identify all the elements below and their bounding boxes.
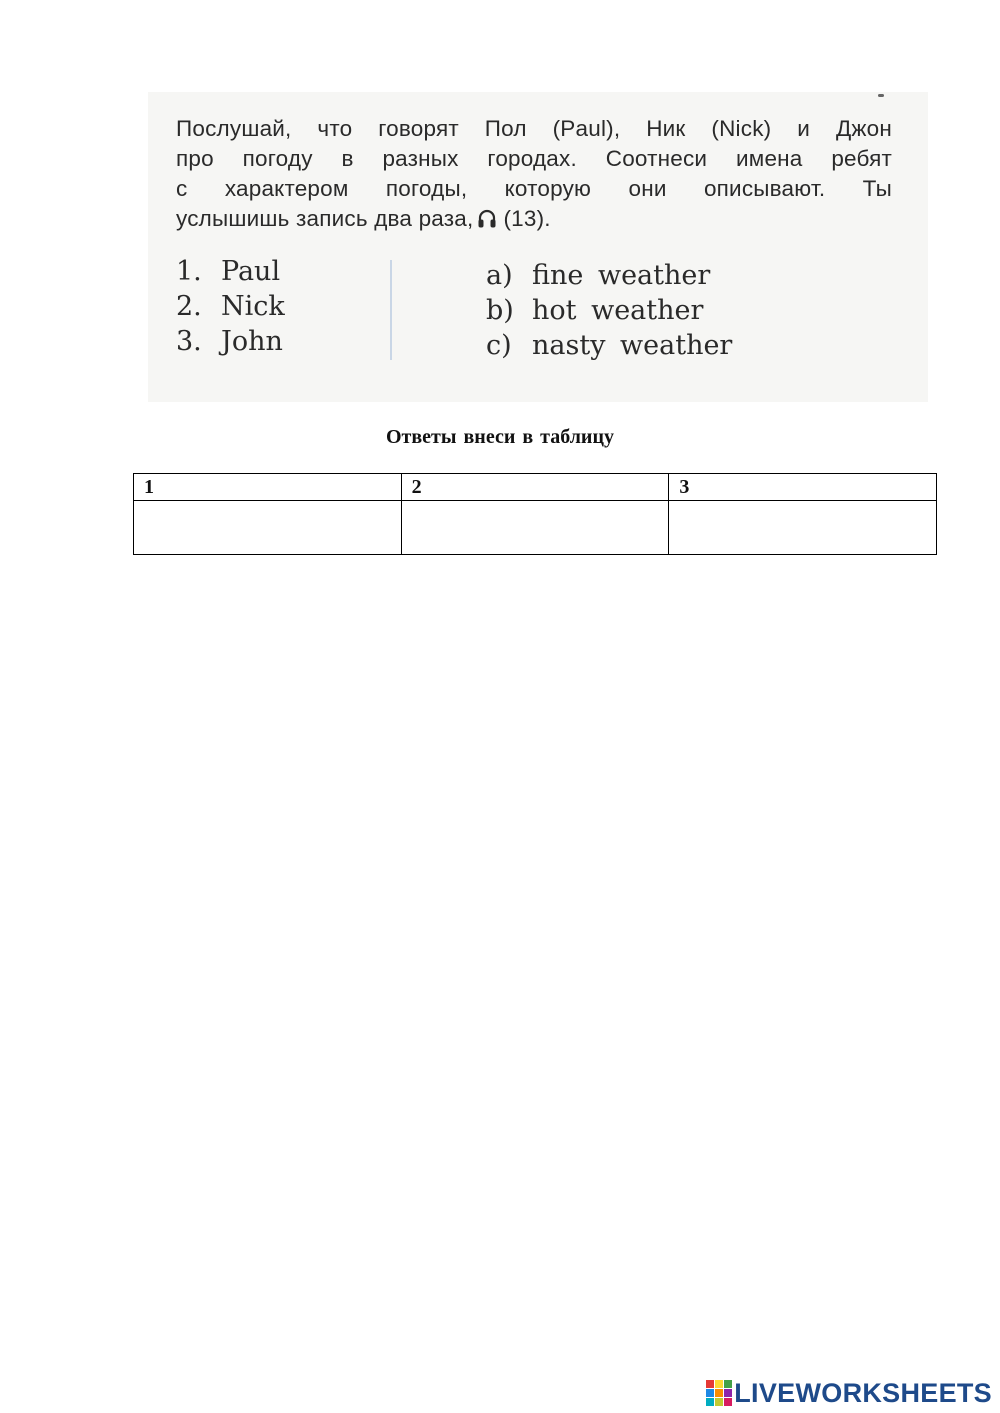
name-text: Nick	[221, 291, 285, 322]
answer-column-header-3: 3	[669, 474, 937, 501]
instruction-line-3: с характером погоды, которую они описывают. Ты	[176, 176, 892, 201]
exercise-instructions	[176, 114, 892, 237]
column-divider	[390, 260, 392, 360]
option-text: fine weather	[532, 260, 711, 291]
headphones-icon	[477, 207, 497, 237]
answer-table-header-row	[134, 474, 937, 501]
answer-table	[133, 473, 937, 555]
answer-cell-2[interactable]	[401, 501, 669, 555]
weather-option-b	[486, 293, 732, 328]
name-number: 2.	[176, 291, 202, 322]
track-number: (13).	[503, 206, 551, 231]
answer-cell-3[interactable]	[669, 501, 937, 555]
name-number: 3.	[176, 326, 202, 357]
liveworksheets-logo-icon	[706, 1380, 732, 1406]
instruction-line-1: Послушай, что говорят Пол (Paul), Ник (Nick) и Джон	[176, 116, 892, 141]
names-list	[176, 254, 285, 359]
name-text: John	[221, 326, 283, 357]
weather-options-list	[486, 258, 732, 363]
answer-table-input-row	[134, 501, 937, 555]
answer-column-header-1: 1	[134, 474, 402, 501]
option-text: nasty weather	[532, 330, 733, 361]
liveworksheets-brand	[706, 1376, 992, 1410]
instruction-line-4-wrap	[176, 204, 892, 237]
option-letter: a)	[486, 260, 513, 291]
instruction-line-4: услышишь запись два раза,	[176, 206, 474, 231]
textbook-exercise-scan	[148, 92, 928, 402]
name-text: Paul	[221, 256, 281, 287]
answer-column-header-2: 2	[401, 474, 669, 501]
instruction-line-2: про погоду в разных городах. Соотнеси имена ребят	[176, 146, 892, 171]
brand-name: LIVEWORKSHEETS	[734, 1377, 992, 1408]
option-letter: c)	[486, 330, 512, 361]
scan-speck	[878, 94, 884, 97]
answer-heading: Ответы внеси в таблицу	[386, 426, 614, 448]
name-number: 1.	[176, 256, 202, 287]
option-text: hot weather	[532, 295, 704, 326]
name-item-3	[176, 324, 285, 359]
answer-cell-1[interactable]	[134, 501, 402, 555]
option-letter: b)	[486, 295, 514, 326]
name-item-1	[176, 254, 285, 289]
weather-option-a	[486, 258, 732, 293]
weather-option-c	[486, 328, 732, 363]
name-item-2	[176, 289, 285, 324]
